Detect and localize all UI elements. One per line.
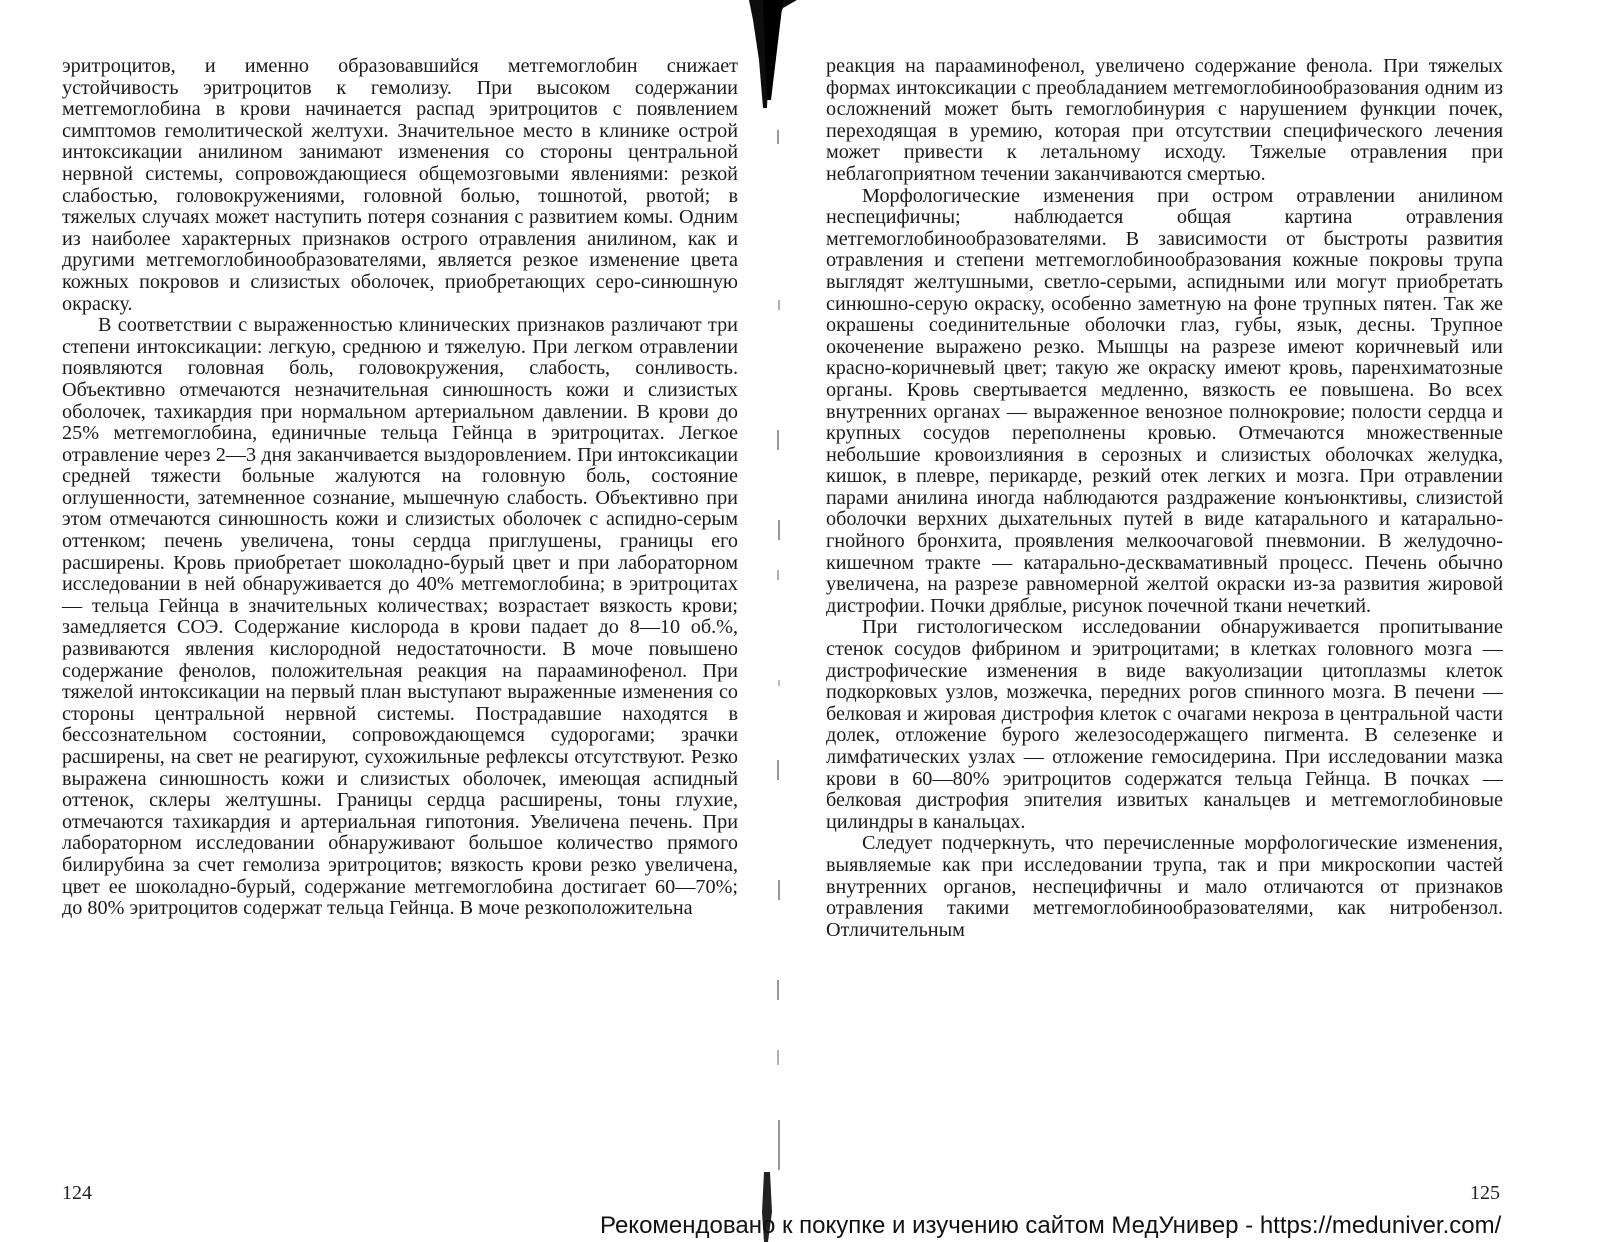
right-paragraph-3: При гистологическом исследовании обнаруживается пропитывание стенок сосудов фибрином и эритроцитами; в клетках головного мозга — дистрофические изменения в виде вакуолизации цитоплазмы клеток подкорковых узлов, мозжечка, передних рогов спинного мозга. В печени — белковая и жировая дистрофия клеток с очагами некроза в центральной части долек, отложение бурого железосодержащего пигмента. В селезенке и лимфатических узлах — отложение гемосидерина. При исследовании мазка крови в 60—80% эритроцитов содержатся тельца Гейнца. В почках — белковая дистрофия эпителия извитых канальцев и метгемоглобиновые цилиндры в канальцах. — [826, 616, 1503, 833]
page-number-left: 124 — [62, 1182, 92, 1204]
right-paragraph-2: Морфологические изменения при остром отравлении анилином неспецифичны; наблюдается общая картина отравления метгемоглобинообразователями. В зависимости от быстроты развития отравления и степени метгемоглобинообразования кожные покровы трупа выглядят желтушными, светло-серыми, аспидными или могут приобретать синюшно-серую окраску, особенно заметную на фоне трупных пятен. Так же окрашены соединительные оболочки глаз, губы, язык, десны. Трупное окоченение выражено резко. Мышцы на разрезе имеют коричневый или красно-коричневый цвет; такую же окраску имеют кровь, паренхиматозные органы. Кровь свертывается медленно, вязкость ее повышена. Во всех внутренних органах — выраженное венозное полнокровие; полости сердца и крупных сосудов переполнены кровью. Отмечаются множественные небольшие кровоизлияния в серозных и слизистых оболочках желудка, кишок, в плевре, перикарде, резкий отек легких и мозга. При отравлении парами анилина иногда наблюдаются раздражение конъюнктивы, слизистой оболочки верхних дыхательных путей в виде катарального и катарально-гнойного бронхита, проявления мелкоочаговой пневмонии. В желудочно-кишечном тракте — катарально-десквамативный процесс. Печень обычно увеличена, на разрезе равномерной желтой окраски из-за развития жировой дистрофии. Почки дряблые, рисунок почечной ткани нечеткий. — [826, 184, 1503, 617]
watermark-text: Рекомендовано к покупке и изучению сайтом МедУнивер - https://meduniver.com/ — [600, 1212, 1502, 1239]
left-paragraph-2: В соответствии с выраженностью клинических признаков различают три степени интоксикации: легкую, среднюю и тяжелую. При легком отравлении появляются головная боль, головокружения, слабость, сонливость. Объективно отмечаются незначительная синюшность кожи и слизистых оболочек, тахикардия при нормальном артериальном давлении. В крови до 25% метгемоглобина, единичные тельца Гейнца в эритроцитах. Легкое отравление через 2—3 дня заканчивается выздоровлением. При интоксикации средней тяжести больные жалуются на головную боль, состояние оглушенности, затемненное сознание, мышечную слабость. Объективно при этом отмечаются синюшность кожи и слизистых оболочек с аспидно-серым оттенком; печень увеличена, тоны сердца приглушены, границы его расширены. Кровь приобретает шоколадно-бурый цвет и при лабораторном исследовании в ней обнаруживается до 40% метгемоглобина; в эритроцитах — тельца Гейнца в значительных количествах; возрастает вязкость крови; замедляется СОЭ. Содержание кислорода в крови падает до 8—10 об.%, развиваются явления кислородной недостаточности. В моче повышено содержание фенолов, положительная реакция на парааминофенол. При тяжелой интоксикации на первый план выступают выраженные изменения со стороны центральной нервной системы. Пострадавшие находятся в бессознательном состоянии, сопровождающемся судорогами; зрачки расширены, на свет не реагируют, сухожильные рефлексы отсутствуют. Резко выражена синюшность кожи и слизистых оболочек, имеющая аспидный оттенок, склеры желтушны. Границы сердца расширены, тоны глухие, отмечаются тахикардия и артериальная гипотония. Увеличена печень. При лабораторном исследовании обнаруживают большое количество прямого билирубина за счет гемолиза эритроцитов; вязкость крови резко увеличена, цвет ее шоколадно-бурый, содержание метгемоглобина достигает 60—70%; до 80% эритроцитов содержат тельца Гейнца. В моче резкоположительна — [62, 314, 738, 920]
right-page — [826, 56, 1503, 941]
left-page — [62, 56, 738, 920]
right-paragraph-1: реакция на парааминофенол, увеличено содержание фенола. При тяжелых формах интоксикации с преобладанием метгемоглобинообразования одним из осложнений может быть гемоглобинурия с нарушением функции почек, переходящая в уремию, которая при отсутствии специфического лечения может привести к летальному исходу. Тяжелые отравления при неблагоприятном течении заканчиваются смертью. — [826, 55, 1503, 185]
left-paragraph-1: эритроцитов, и именно образовавшийся метгемоглобин снижает устойчивость эритроцитов к гемолизу. При высоком содержании метгемоглобина в крови начинается распад эритроцитов с появлением симптомов гемолитической желтухи. Значительное место в клинике острой интоксикации анилином занимают изменения со стороны центральной нервной системы, сопровождающиеся общемозговыми явлениями: резкой слабостью, головокружениями, головной болью, тошнотой, рвотой; в тяжелых случаях может наступить потеря сознания с развитием комы. Одним из наиболее характерных признаков острого отравления анилином, как и другими метгемоглобинообразователями, является резкое изменение цвета кожных покровов и слизистых оболочек, приобретающих серо-синюшную окраску. — [62, 55, 738, 315]
right-paragraph-4: Следует подчеркнуть, что перечисленные морфологические изменения, выявляемые как при исследовании трупа, так и при микроскопии частей внутренних органов, неспецифичны и мало отличаются от признаков отравления такими метгемоглобинообразователями, как нитробензол. Отличительным — [826, 832, 1503, 941]
gutter-marks — [776, 120, 786, 1180]
page-number-right: 125 — [1470, 1182, 1500, 1204]
spine-shadow-top — [743, 0, 803, 110]
